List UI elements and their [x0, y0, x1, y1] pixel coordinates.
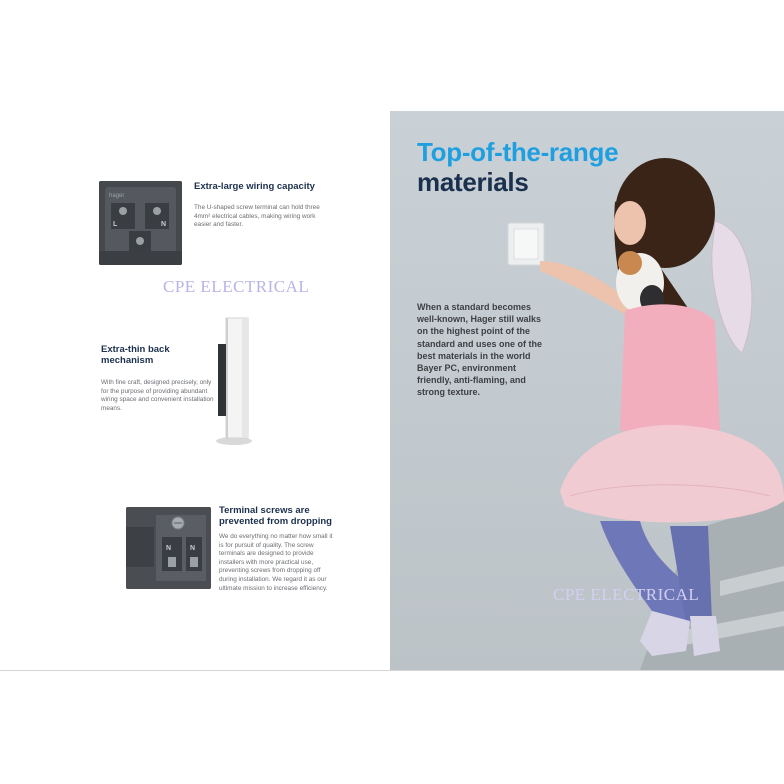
screw-label-n1: N [166, 545, 172, 552]
thin-mechanism-text: With fine craft, designed precisely, only for the purpose of providing abundant wiring space and convenient installation means. [101, 379, 214, 412]
screw-label-n2: N [190, 545, 196, 552]
watermark-left: CPE ELECTRICAL [163, 277, 310, 296]
left-page [0, 111, 390, 670]
page-divider [0, 670, 784, 671]
wiring-terminal-photo [99, 181, 182, 265]
terminal-label-l: L [113, 221, 118, 228]
watermark-right: CPE ELECTRICAL [553, 585, 700, 604]
hager-logo: hager [109, 193, 125, 199]
headline-line-1: Top-of-the-range [417, 137, 619, 167]
terminal-screws-text: We do everything no matter how small it is for pursuit of quality. The screw terminals are designed to provide installers with more practical use, preventing screws from dropping off during installation. We regard it as our ultimate mission to increase efficiency. [219, 533, 333, 592]
wiring-capacity-title: Extra-large wiring capacity [194, 181, 315, 192]
wiring-capacity-text: The U-shaped screw terminal can hold three 4mm² electrical cables, making wiring work easier and faster. [194, 204, 320, 229]
headline-line-2: materials [417, 167, 529, 197]
thin-mechanism-photo [214, 316, 254, 446]
materials-description: When a standard becomes well-known, Hager still walks on the highest point of the standard and uses one of the best materials in the world Bayer PC, environment friendly, anti-flaming, and strong texture. [417, 302, 543, 398]
terminal-label-n: N [161, 221, 167, 228]
thin-mechanism-title: Extra-thin back mechanism [101, 344, 170, 366]
terminal-screws-photo [126, 507, 211, 589]
terminal-screws-title: Terminal screws are prevented from dropping [219, 505, 332, 527]
